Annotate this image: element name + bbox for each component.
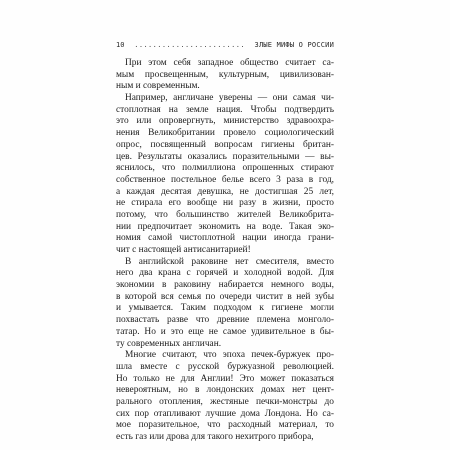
text-line: не стирала его вообще ни разу в жизни, просто [116, 198, 334, 209]
text-line: рального отопления, жестяные печки-монстры до [116, 396, 334, 407]
text-line: есть газ или дрова для такого нехитрого прибора, [116, 432, 314, 442]
text-line: опрос, посвященный вопросам гигиены британ- [116, 139, 334, 150]
text-line: сих пор отапливают лучшие дома Лондона. Но са- [116, 408, 334, 419]
paragraph [116, 257, 334, 351]
text-line: При этом себя западное общество считает са- [125, 58, 334, 68]
text-line: Многие считают, что эпоха печек-буржуек про- [125, 350, 334, 361]
text-line: ным и современным. [116, 81, 200, 92]
text-line: Например, англичане уверены — они самая чи- [125, 93, 334, 104]
text-line: Но только не для Англии! Это может показаться [116, 373, 334, 384]
header-dot-leader: ........................ [134, 41, 245, 49]
running-header [116, 41, 334, 53]
page-number: 10 [116, 41, 125, 49]
text-line: мое поразительное, что расходный материал, то [116, 420, 334, 431]
text-line: яснилось, что полмиллиона опрошенных стирают [116, 163, 334, 174]
text-line: потому, что большинство жителей Великобрита- [116, 209, 334, 220]
paragraph [116, 93, 334, 257]
text-line: чит с настоящей антисанитарией! [116, 245, 251, 255]
text-line: это или опровергнуть, министерство здравоохра- [116, 116, 334, 127]
text-line: невероятным, но в лондонских домах нет цент- [116, 385, 334, 396]
text-line: татар. Но и это еще не самое удивительное в бы- [116, 326, 334, 337]
text-line: а каждая десятая девушка, не достигшая 25 лет, [116, 186, 334, 197]
text-line: ту современных англичан. [116, 338, 222, 349]
text-line: похвастать разве что древние племена монголо- [116, 315, 334, 326]
paragraph [116, 58, 334, 93]
body-text [116, 58, 334, 444]
text-line: В английской раковине нет смесителя, вместо [125, 256, 334, 267]
text-line: мым просвещенным, культурным, цивилизован- [116, 69, 334, 80]
text-line: него два крана с горячей и холодной водой. Для [116, 268, 334, 279]
text-line: и умывается. Таким подходом к гигиене могли [116, 303, 334, 314]
book-title: ЗЛЫЕ МИФЫ О РОССИИ [254, 41, 334, 49]
text-line: в которой вся семья по очереди чистит в ней зубы [116, 291, 334, 302]
text-line: стоплотная на земле нация. Чтобы подтвердить [116, 104, 334, 115]
text-line: номия самой чистоплотной нации иногда грани- [116, 233, 334, 244]
text-line: цев. Результаты оказались поразительными — вы- [116, 151, 334, 162]
text-line: экономии в раковину набирается немного воды, [116, 280, 334, 291]
paragraph [116, 350, 334, 444]
text-line: собственное постельное белье всего 3 раза в год, [116, 174, 334, 185]
text-line: шла вместе с русской буржуазной революцией. [116, 361, 334, 372]
text-line: нии предпочитает экономить на воде. Такая эко- [116, 221, 334, 232]
text-line: нения Великобритании провело социологический [116, 128, 334, 139]
